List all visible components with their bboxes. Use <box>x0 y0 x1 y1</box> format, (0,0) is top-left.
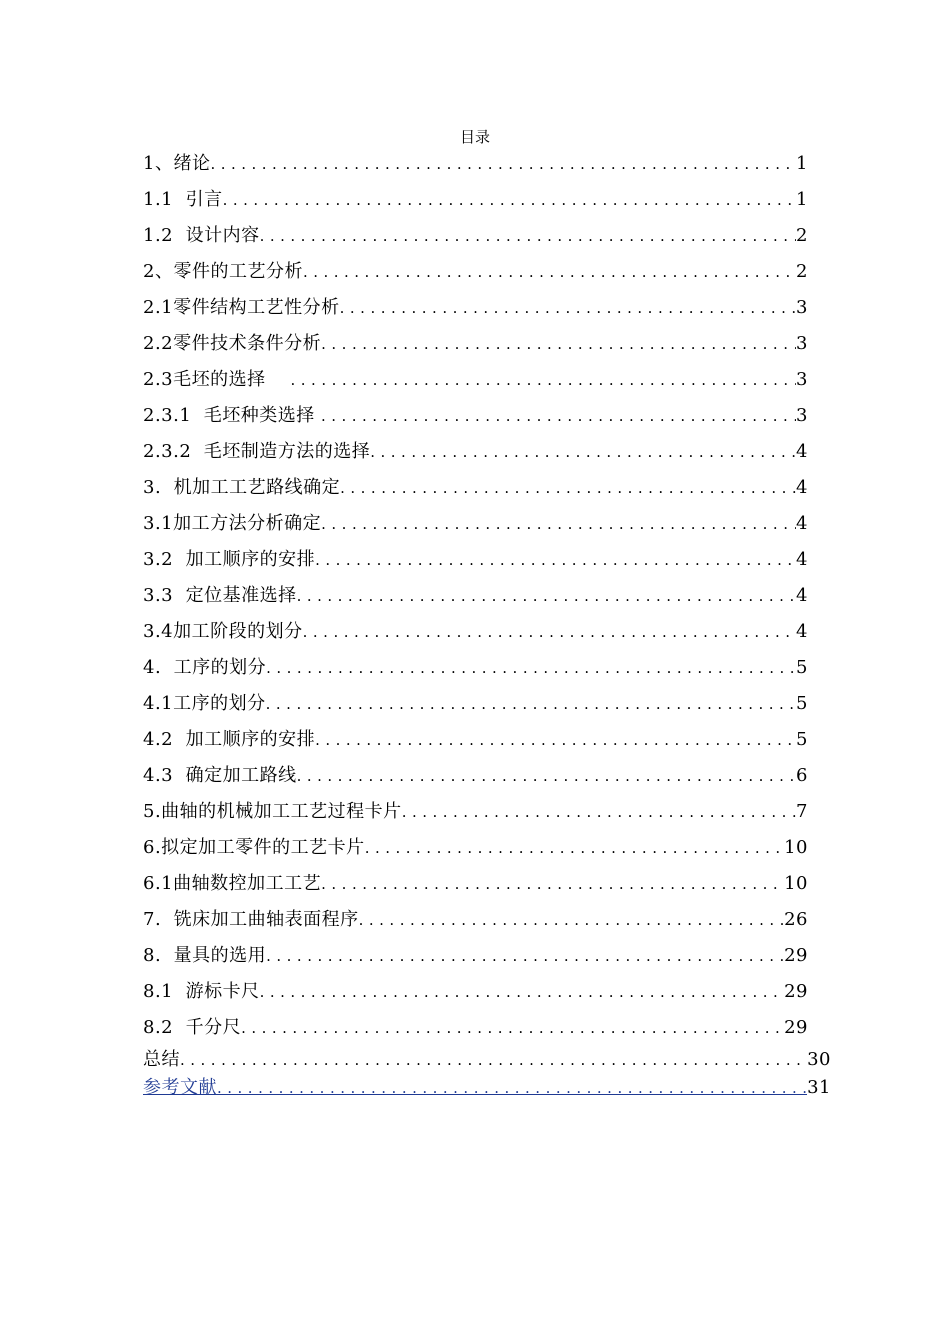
toc-entry-page: 30 <box>807 1049 831 1070</box>
toc-entry-label: 6.1曲轴数控加工工艺 <box>143 873 322 894</box>
toc-entry[interactable] <box>143 434 808 470</box>
toc-entry[interactable] <box>143 218 808 254</box>
toc-entry-label: 2.3.2 毛坯制造方法的选择 <box>143 441 371 462</box>
toc-entry-page: 10 <box>784 873 808 894</box>
toc-entry[interactable] <box>143 542 808 578</box>
toc-entry-page: 3 <box>796 297 808 318</box>
toc-entry-label: 3. 机加工工艺路线确定 <box>143 477 341 498</box>
toc-entry-page: 4 <box>796 549 808 570</box>
toc-entry[interactable] <box>143 614 808 650</box>
toc-entry[interactable] <box>143 254 808 290</box>
toc-entry-page: 4 <box>796 513 808 534</box>
toc-entry[interactable] <box>143 686 808 722</box>
toc-entry[interactable] <box>143 362 808 398</box>
toc-entry-page: 3 <box>796 369 808 390</box>
toc-leader-dots <box>321 506 796 542</box>
toc-entry-page: 10 <box>784 837 808 858</box>
toc-entry-label: 2.3.1 毛坯种类选择 <box>143 405 321 426</box>
table-of-contents <box>143 146 831 1102</box>
toc-leader-dots <box>359 902 784 938</box>
toc-entry-summary[interactable] <box>143 1046 831 1074</box>
toc-entry-label: 2.3毛坯的选择 <box>143 369 291 390</box>
toc-entry[interactable] <box>143 506 808 542</box>
toc-entry-label: 8.2 千分尺 <box>143 1017 242 1038</box>
toc-entry[interactable] <box>143 794 808 830</box>
toc-leader-dots <box>266 938 784 974</box>
toc-leader-dots <box>241 1010 784 1046</box>
toc-entry[interactable] <box>143 758 808 794</box>
toc-entry-label: 2.2零件技术条件分析 <box>143 333 322 354</box>
toc-entry-label: 1.1 引言 <box>143 189 223 210</box>
toc-leader-dots <box>291 362 797 398</box>
toc-entry-label: 总结 <box>143 1049 180 1070</box>
toc-entry-label: 3.4加工阶段的划分 <box>143 621 303 642</box>
toc-leader-dots <box>365 830 784 866</box>
toc-leader-dots <box>315 722 796 758</box>
toc-entry-page: 1 <box>796 153 808 174</box>
toc-entry-page: 4 <box>796 441 808 462</box>
toc-entry-page: 4 <box>796 477 808 498</box>
toc-entry-page: 5 <box>796 657 808 678</box>
toc-entry[interactable] <box>143 650 808 686</box>
toc-leader-dots <box>321 326 796 362</box>
toc-leader-dots <box>260 218 796 254</box>
toc-entry-label: 1.2 设计内容 <box>143 225 260 246</box>
toc-leader-dots <box>297 758 796 794</box>
toc-leader-dots <box>210 146 796 182</box>
toc-entry[interactable] <box>143 722 808 758</box>
toc-entry[interactable] <box>143 830 808 866</box>
toc-entry-page: 5 <box>796 693 808 714</box>
toc-entry-page: 31 <box>807 1077 831 1098</box>
toc-entry-label: 1、绪论 <box>143 153 211 174</box>
toc-entry-label: 4. 工序的划分 <box>143 657 267 678</box>
toc-entry-label: 2.1零件结构工艺性分析 <box>143 297 340 318</box>
toc-entry-references-link[interactable] <box>143 1074 831 1102</box>
toc-entry-page: 3 <box>796 333 808 354</box>
toc-entry-page: 29 <box>784 1017 808 1038</box>
toc-entry-label: 3.3 定位基准选择 <box>143 585 297 606</box>
toc-entry-label: 3.2 加工顺序的安排 <box>143 549 316 570</box>
toc-entry-label: 8. 量具的选用 <box>143 945 267 966</box>
toc-entry-page: 4 <box>796 621 808 642</box>
toc-entry-page: 2 <box>796 261 808 282</box>
toc-entry-page: 2 <box>796 225 808 246</box>
toc-entry-page: 3 <box>796 405 808 426</box>
toc-leader-dots <box>303 614 796 650</box>
toc-entry-label: 8.1 游标卡尺 <box>143 981 260 1002</box>
toc-leader-dots <box>303 254 796 290</box>
toc-entry-page: 29 <box>784 945 808 966</box>
toc-leader-dots <box>321 398 796 434</box>
toc-entry-page: 26 <box>784 909 808 930</box>
toc-leader-dots <box>260 974 785 1010</box>
toc-leader-dots <box>297 578 796 614</box>
toc-leader-dots <box>402 794 796 830</box>
toc-entry-label: 4.1工序的划分 <box>143 693 266 714</box>
toc-entry[interactable] <box>143 146 808 182</box>
toc-leader-dots <box>315 542 796 578</box>
toc-leader-dots[interactable] <box>217 1074 807 1102</box>
toc-leader-dots <box>180 1046 807 1074</box>
toc-entry[interactable] <box>143 326 808 362</box>
toc-leader-dots <box>266 686 796 722</box>
toc-leader-dots <box>370 434 796 470</box>
toc-entry-page: 5 <box>796 729 808 750</box>
toc-entry-page: 7 <box>796 801 808 822</box>
toc-leader-dots <box>266 650 796 686</box>
toc-entry-label: 3.1加工方法分析确定 <box>143 513 322 534</box>
toc-entry-page: 29 <box>784 981 808 1002</box>
toc-leader-dots <box>321 866 784 902</box>
toc-entry[interactable] <box>143 182 808 218</box>
toc-leader-dots <box>223 182 796 218</box>
toc-entry-page: 1 <box>796 189 808 210</box>
toc-leader-dots <box>340 290 796 326</box>
toc-entry-label: 4.2 加工顺序的安排 <box>143 729 316 750</box>
toc-entry-label: 6.拟定加工零件的工艺卡片 <box>143 837 365 858</box>
toc-entry-label: 2、零件的工艺分析 <box>143 261 303 282</box>
toc-entry-label: 7. 铣床加工曲轴表面程序 <box>143 909 359 930</box>
toc-leader-dots <box>340 470 796 506</box>
toc-entry[interactable] <box>143 938 808 974</box>
toc-entry[interactable] <box>143 578 808 614</box>
toc-entry-page: 6 <box>796 765 808 786</box>
toc-entry[interactable] <box>143 470 808 506</box>
toc-entry[interactable] <box>143 974 808 1010</box>
toc-entry[interactable] <box>143 902 808 938</box>
toc-entry[interactable] <box>143 866 808 902</box>
toc-entry-page: 4 <box>796 585 808 606</box>
toc-entry[interactable] <box>143 290 808 326</box>
toc-entry[interactable] <box>143 398 808 434</box>
toc-entry-label: 5.曲轴的机械加工工艺过程卡片 <box>143 801 402 822</box>
toc-entry-label[interactable]: 参考文献 <box>143 1077 217 1098</box>
toc-entry[interactable] <box>143 1010 808 1046</box>
toc-entry-label: 4.3 确定加工路线 <box>143 765 297 786</box>
toc-title: 目录 <box>459 128 490 146</box>
